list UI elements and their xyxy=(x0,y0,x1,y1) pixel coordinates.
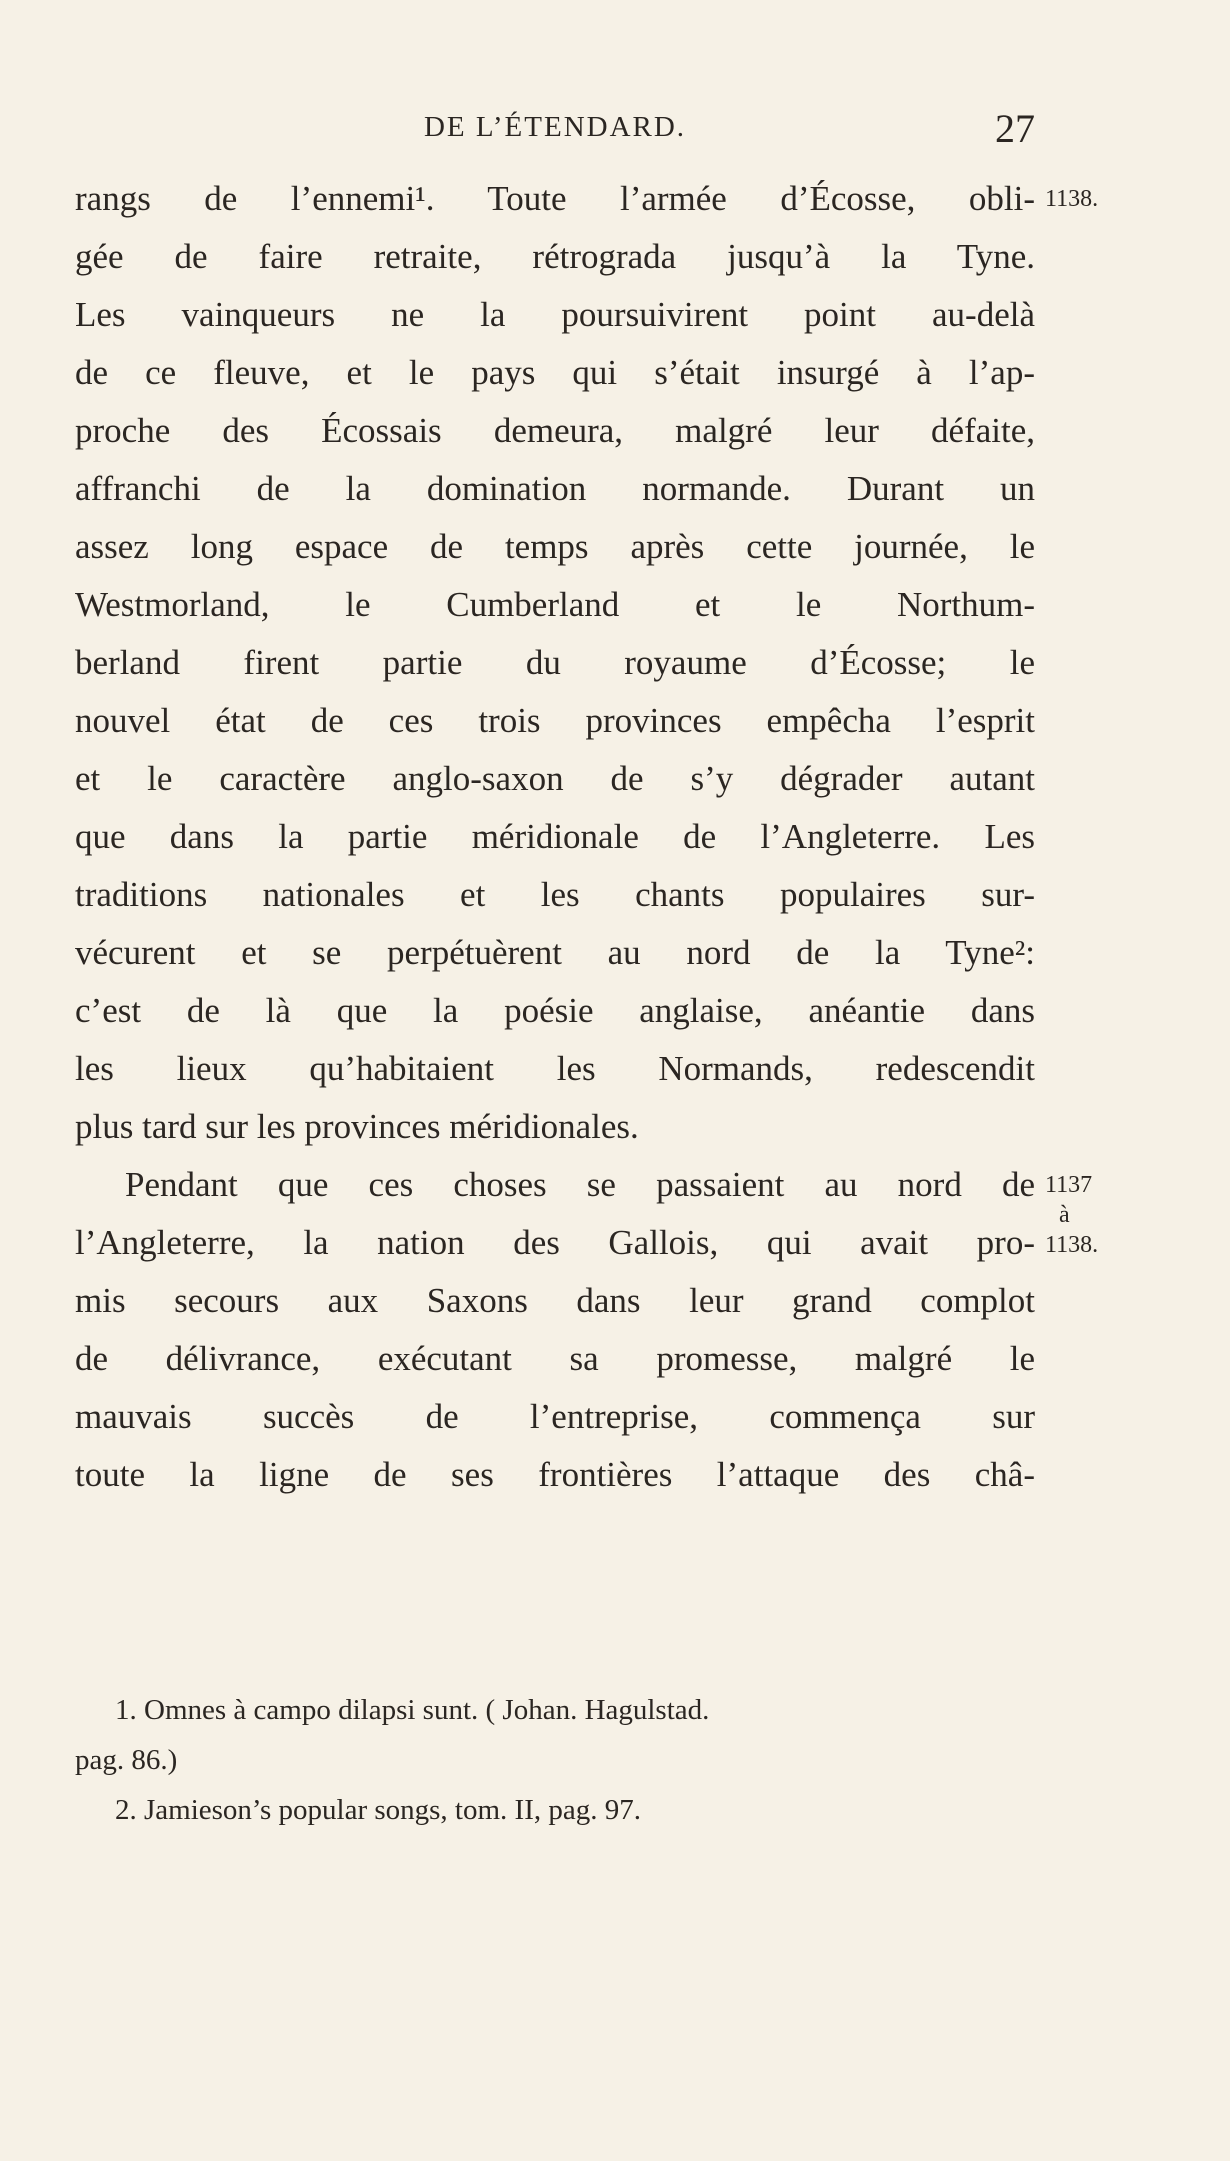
footnote: 2. Jamieson’s popular songs, tom. II, pag. 97. xyxy=(115,1794,641,1826)
text-line: que dans la partie méridionale de l’Angleterre. Les xyxy=(75,817,1035,856)
margin-date: à xyxy=(1059,1202,1070,1228)
text-line: gée de faire retraite, rétrograda jusqu’à la Tyne. xyxy=(75,237,1035,276)
text-line: assez long espace de temps après cette journée, le xyxy=(75,527,1035,566)
margin-date: 1138. xyxy=(1045,186,1099,212)
body-text xyxy=(75,170,1035,1504)
margin-date: 1138. xyxy=(1045,1232,1099,1258)
running-head: DE L’ÉTENDARD. xyxy=(423,111,687,143)
text-line: c’est de là que la poésie anglaise, anéantie dans xyxy=(75,991,1035,1030)
text-line: traditions nationales et les chants populaires sur- xyxy=(75,875,1035,914)
text-line: nouvel état de ces trois provinces empêcha l’esprit xyxy=(75,701,1035,740)
page-header xyxy=(75,105,1035,165)
text-line: de ce fleuve, et le pays qui s’était insurgé à l’ap- xyxy=(75,353,1035,392)
text-line: mauvais succès de l’entreprise, commença sur xyxy=(75,1397,1035,1436)
page-number: 27 xyxy=(995,106,1035,151)
text-line: mis secours aux Saxons dans leur grand complot xyxy=(75,1281,1035,1320)
text-line: et le caractère anglo-saxon de s’y dégrader autant xyxy=(75,759,1035,798)
text-line: de délivrance, exécutant sa promesse, malgré le xyxy=(75,1339,1035,1378)
text-line: plus tard sur les provinces méridionales. xyxy=(75,1107,639,1146)
text-line: Pendant que ces choses se passaient au nord de xyxy=(125,1165,1035,1204)
text-line: les lieux qu’habitaient les Normands, redescendit xyxy=(75,1049,1035,1088)
text-line: proche des Écossais demeura, malgré leur défaite, xyxy=(75,411,1035,450)
text-line: rangs de l’ennemi¹. Toute l’armée d’Écosse, obli- xyxy=(75,179,1035,218)
footnote: 1. Omnes à campo dilapsi sunt. ( Johan. Hagulstad. xyxy=(115,1694,710,1726)
text-line: affranchi de la domination normande. Durant un xyxy=(75,469,1035,508)
text-line: toute la ligne de ses frontières l’attaque des châ- xyxy=(75,1455,1035,1494)
text-line: Les vainqueurs ne la poursuivirent point au-delà xyxy=(75,295,1035,334)
footnotes xyxy=(75,1685,1035,1835)
text-line: berland firent partie du royaume d’Écosse; le xyxy=(75,643,1035,682)
text-line: Westmorland, le Cumberland et le Northum- xyxy=(75,585,1035,624)
text-line: vécurent et se perpétuèrent au nord de la Tyne²: xyxy=(75,933,1035,972)
text-line: l’Angleterre, la nation des Gallois, qui avait pro- xyxy=(75,1223,1035,1262)
margin-date: 1137 xyxy=(1045,1172,1093,1198)
footnote: pag. 86.) xyxy=(75,1744,178,1776)
